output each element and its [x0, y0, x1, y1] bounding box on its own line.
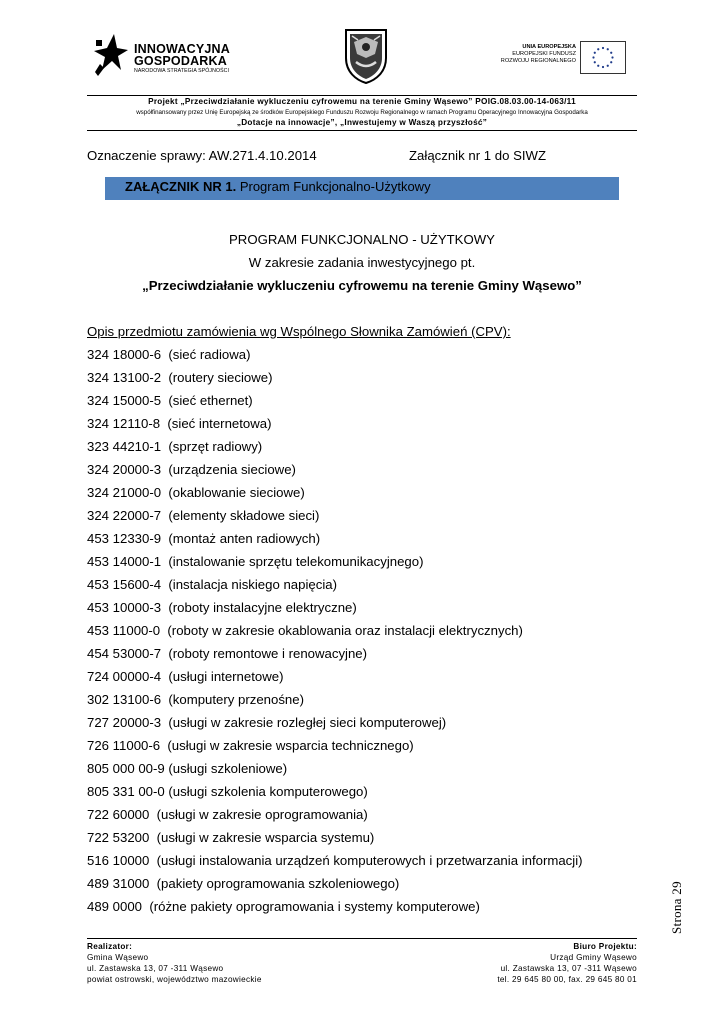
eu-line-1: UNIA EUROPEJSKA	[522, 44, 576, 50]
case-reference: Oznaczenie sprawy: AW.271.4.10.2014	[87, 148, 317, 163]
task-name: „Przeciwdziałanie wykluczeniu cyfrowemu na terenie Gminy Wąsewo”	[142, 278, 582, 293]
cpv-item: 453 12330-9 (montaż anten radiowych)	[87, 531, 321, 546]
cpv-item: 453 11000-0 (roboty w zakresie okablowania oraz instalacji elektrycznych)	[87, 623, 523, 638]
eu-star-icon	[610, 61, 612, 63]
footer-left-line-1: Gmina Wąsewo	[87, 953, 149, 962]
star-burst-icon	[94, 34, 128, 76]
eu-star-icon	[610, 52, 612, 54]
cpv-item: 324 18000-6 (sieć radiowa)	[87, 347, 251, 362]
logo-line-1: INNOWACYJNA	[134, 42, 230, 56]
page-number-text: Strona 29	[669, 881, 684, 934]
eu-star-icon	[594, 52, 596, 54]
footer-divider	[87, 938, 637, 939]
attachment-banner-text	[125, 179, 431, 194]
eu-star-icon	[611, 56, 613, 58]
cpv-item: 324 15000-5 (sieć ethernet)	[87, 393, 253, 408]
footer-left-line-2: ul. Zastawska 13, 07 -311 Wąsewo	[87, 964, 224, 973]
cpv-item: 324 13100-2 (routery sieciowe)	[87, 370, 273, 385]
logo-line-2: GOSPODARKA	[134, 54, 227, 68]
footer-right-line-1: Urząd Gminy Wąsewo	[550, 953, 637, 962]
eu-star-icon	[597, 48, 599, 50]
cpv-item: 727 20000-3 (usługi w zakresie rozległej sieci komputerowej)	[87, 715, 447, 730]
cpv-item: 516 10000 (usługi instalowania urządzeń komputerowych i przetwarzania informacji)	[87, 853, 583, 868]
cpv-item: 324 22000-7 (elementy składowe sieci)	[87, 508, 320, 523]
project-title: Projekt „Przeciwdziałanie wykluczeniu cyfrowemu na terenie Gminy Wąsewo” POIG.08.03.00-14-063/11	[148, 97, 576, 106]
project-slogan: „Dotacje na innowacje”, „Inwestujemy w Waszą przyszłość”	[236, 118, 488, 127]
cpv-item: 453 15600-4 (instalacja niskiego napięcia)	[87, 577, 337, 592]
cpv-item: 324 21000-0 (okablowanie sieciowe)	[87, 485, 305, 500]
innowacyjna-gospodarka-logo	[94, 32, 244, 80]
cpv-item: 722 60000 (usługi w zakresie oprogramowania)	[87, 807, 368, 822]
footer-realizator	[87, 941, 262, 985]
cpv-item: 453 10000-3 (roboty instalacyjne elektryczne)	[87, 600, 357, 615]
footer-left-line-3: powiat ostrowski, województwo mazowieckie	[87, 975, 262, 984]
footer-right-line-2: ul. Zastawska 13, 07 -311 Wąsewo	[500, 964, 637, 973]
eu-star-icon	[607, 65, 609, 67]
footer-left-label: Realizator:	[87, 942, 133, 951]
eu-star-icon	[607, 48, 609, 50]
attachment-reference: Załącznik nr 1 do SIWZ	[409, 148, 547, 163]
project-funding-note: współfinansowany przez Unię Europejską ze środków Europejskiego Funduszu Rozwoju Regionalnego w ramach Programu Operacyjnego Innowacyjna Gospodarka	[136, 109, 588, 116]
cpv-item: 722 53200 (usługi w zakresie wsparcia systemu)	[87, 830, 375, 845]
header-divider-bottom	[87, 130, 637, 131]
program-subtitle: W zakresie zadania inwestycyjnego pt.	[248, 255, 476, 270]
attachment-banner-rest: Program Funkcjonalno-Użytkowy	[236, 179, 431, 194]
cpv-item: 454 53000-7 (roboty remontowe i renowacyjne)	[87, 646, 368, 661]
cpv-item: 453 14000-1 (instalowanie sprzętu telekomunikacyjnego)	[87, 554, 424, 569]
cpv-item: 726 11000-6 (usługi w zakresie wsparcia technicznego)	[87, 738, 414, 753]
eu-star-icon	[602, 66, 604, 68]
eu-star-icon	[592, 56, 594, 58]
cpv-item: 724 00000-4 (usługi internetowe)	[87, 669, 284, 684]
eu-star-icon	[597, 65, 599, 67]
eu-star-icon	[594, 61, 596, 63]
program-title: PROGRAM FUNKCJONALNO - UŻYTKOWY	[229, 232, 495, 247]
footer-right-line-3: tel. 29 645 80 00, fax. 29 645 80 01	[497, 975, 637, 984]
cpv-item: 805 331 00-0 (usługi szkolenia komputerowego)	[87, 784, 368, 799]
cpv-item: 805 000 00-9 (usługi szkoleniowe)	[87, 761, 288, 776]
header-divider-top	[87, 95, 637, 96]
cpv-item: 324 12110-8 (sieć internetowa)	[87, 416, 272, 431]
cpv-item: 302 13100-6 (komputery przenośne)	[87, 692, 304, 707]
cpv-heading: Opis przedmiotu zamówienia wg Wspólnego Słownika Zamówień (CPV):	[87, 324, 511, 339]
eu-star-icon	[602, 47, 604, 49]
footer-right-label: Biuro Projektu:	[573, 942, 637, 951]
footer-project-office	[437, 941, 637, 985]
eu-line-3: ROZWOJU REGIONALNEGO	[500, 58, 576, 65]
logo-tagline: NARODOWA STRATEGIA SPÓJNOŚCI	[134, 68, 230, 74]
cpv-item: 489 31000 (pakiety oprogramowania szkoleniowego)	[87, 876, 400, 891]
eu-logo-text	[480, 44, 576, 66]
cpv-list	[87, 343, 583, 918]
cpv-item: 489 0000 (różne pakiety oprogramowania i systemy komputerowe)	[87, 899, 480, 914]
cpv-item: 323 44210-1 (sprzęt radiowy)	[87, 439, 263, 454]
coat-of-arms-icon	[342, 28, 390, 84]
eu-line-2: EUROPEJSKI FUNDUSZ	[512, 51, 576, 58]
attachment-banner-bold: ZAŁĄCZNIK NR 1.	[125, 179, 237, 194]
cpv-item: 324 20000-3 (urządzenia sieciowe)	[87, 462, 296, 477]
page-number	[661, 868, 701, 938]
eu-flag-icon	[580, 41, 626, 74]
